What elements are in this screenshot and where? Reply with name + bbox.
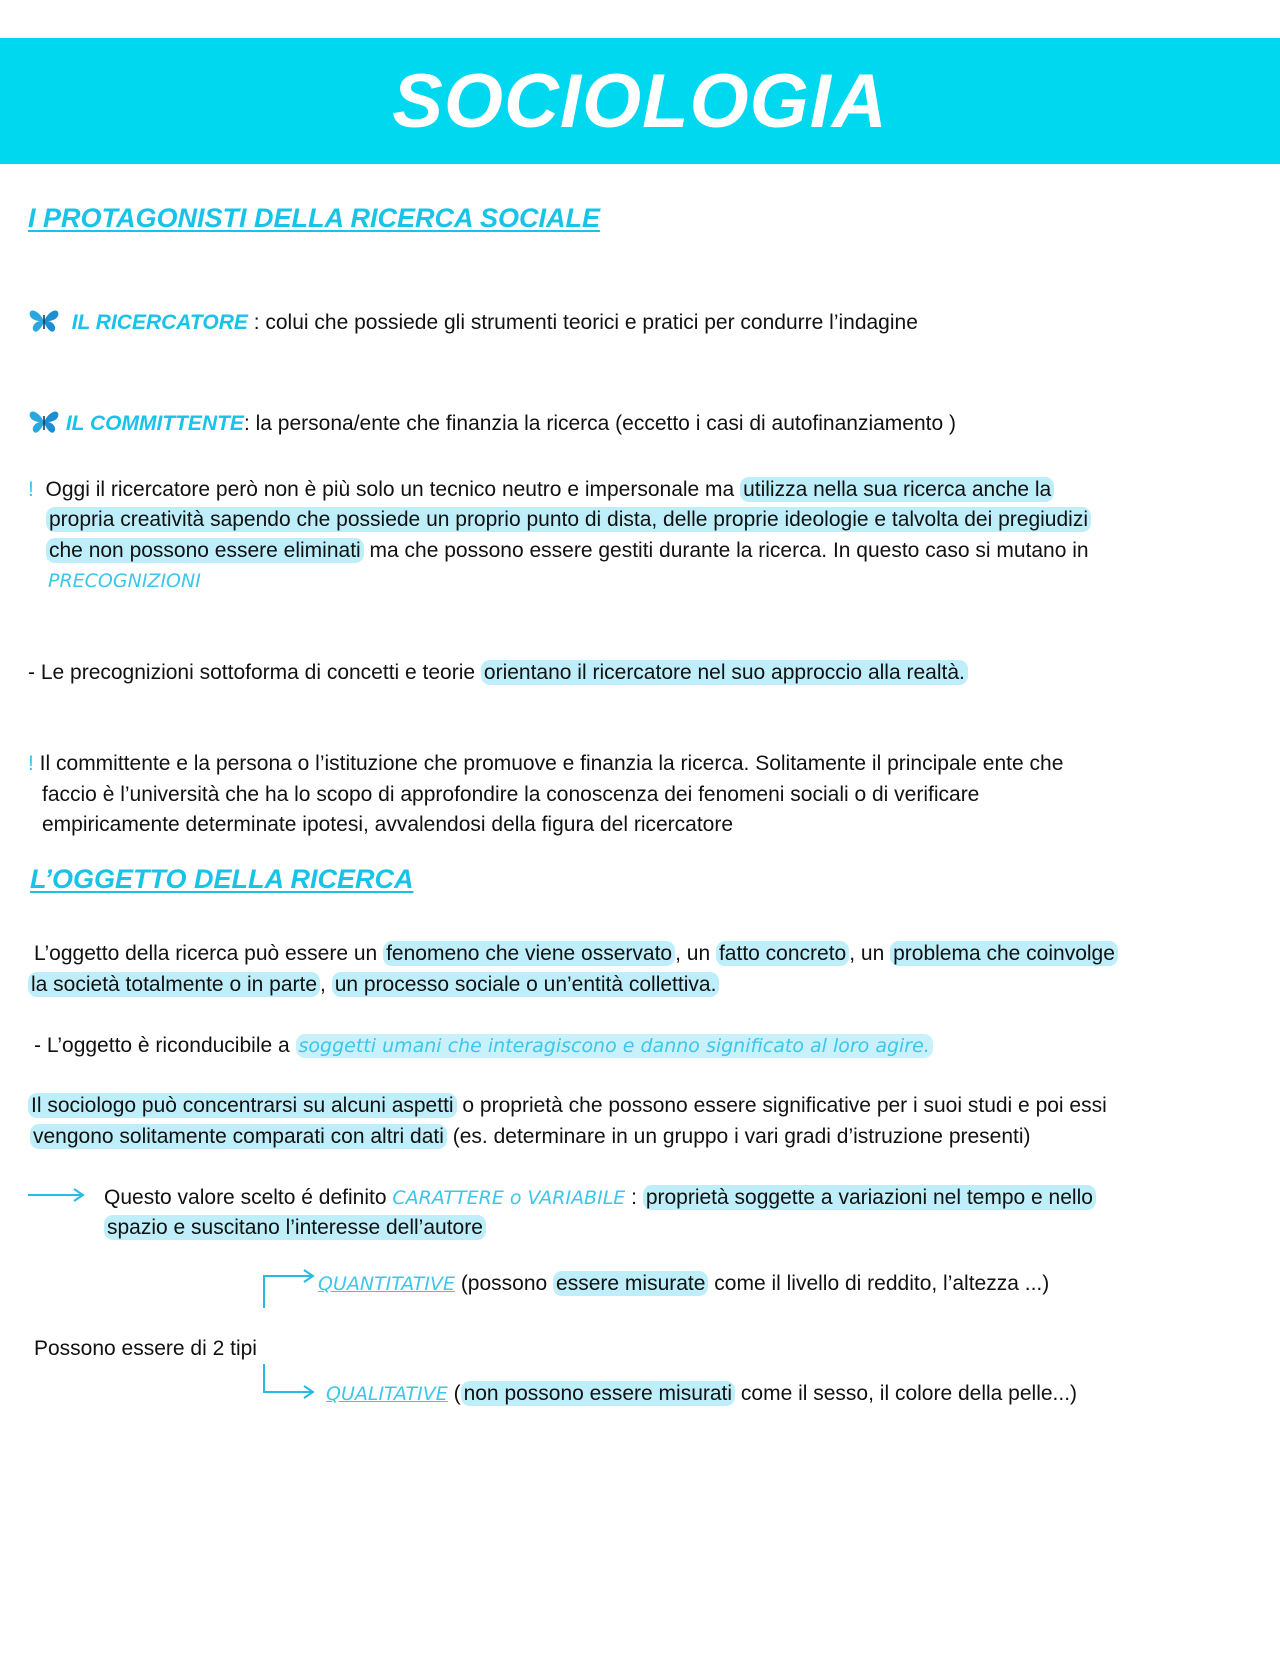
oggetto-p2	[34, 1030, 933, 1062]
oggetto-p4-line-1	[104, 1182, 1096, 1214]
types-text: (possono	[454, 1272, 554, 1295]
p1-text: , un	[849, 942, 891, 965]
types-text: come il livello di reddito, l’altezza ...)	[708, 1272, 1050, 1295]
precog-line	[28, 657, 968, 688]
ricercatore-term: IL RICERCATORE	[71, 311, 248, 334]
highlight: fatto concreto	[716, 941, 849, 966]
exclamation-icon: !	[28, 752, 34, 775]
p3-text: o proprietà che possono essere significative per i suoi studi e poi essi	[456, 1094, 1107, 1117]
oggetto-p3-line-2	[30, 1121, 1031, 1152]
ricercatore-line	[28, 307, 918, 338]
section-heading-oggetto: L’OGGETTO DELLA RICERCA	[30, 864, 414, 894]
ricercatore-text: : colui che possiede gli strumenti teorici e pratici per condurre l’indagine	[247, 311, 918, 334]
highlight: Il sociologo può concentrarsi su alcuni aspetti	[28, 1093, 457, 1118]
highlight: proprietà soggette a variazioni nel tempo e nello	[643, 1185, 1096, 1210]
right-arrow-icon	[26, 1185, 88, 1205]
note1-line-1	[28, 474, 1054, 505]
qualitative-line	[326, 1378, 1077, 1410]
committente-term: IL COMMITTENTE	[65, 412, 244, 435]
note2-line-2: faccio è l’università che ha lo scopo di approfondire la conoscenza dei fenomeni sociali o di verificare	[42, 783, 980, 806]
highlight: non possono essere misurati	[461, 1381, 735, 1406]
p3-text: (es. determinare in un gruppo i vari gradi d’istruzione presenti)	[446, 1125, 1031, 1148]
title-banner	[0, 38, 1280, 164]
highlight: propria creatività sapendo che possiede un proprio punto di dista, delle proprie ideologie e talvolta dei pregiudizi	[46, 507, 1091, 532]
butterfly-icon	[28, 308, 60, 334]
highlight: orientano il ricercatore nel suo approccio alla realtà.	[481, 660, 968, 685]
p1-text: L’oggetto della ricerca può essere un	[34, 942, 384, 965]
branch-up-arrow-icon	[258, 1266, 320, 1310]
butterfly-icon	[28, 409, 60, 435]
precognizioni-term: PRECOGNIZIONI	[48, 570, 201, 592]
oggetto-p1-line-2	[28, 969, 719, 1000]
page-title: SOCIOLOGIA	[392, 58, 888, 144]
types-text: come il sesso, il colore della pelle...)	[735, 1382, 1078, 1405]
note2-line-3: empiricamente determinate ipotesi, avvalendosi della figura del ricercatore	[42, 813, 734, 836]
qualitative-term: QUALITATIVE	[326, 1383, 448, 1405]
highlight: problema che coinvolge	[890, 941, 1118, 966]
committente-line	[28, 408, 956, 439]
highlight: essere misurate	[553, 1271, 708, 1296]
p4-text: :	[625, 1186, 643, 1209]
p4-text: Questo valore scelto é definito	[104, 1186, 393, 1209]
oggetto-p1-line-1	[34, 938, 1118, 969]
quantitative-line	[318, 1268, 1049, 1300]
highlight: spazio e suscitano l’interesse dell’autore	[104, 1215, 486, 1240]
types-text: (	[447, 1382, 461, 1405]
p1-text: , un	[675, 942, 716, 965]
p2-text: - L’oggetto è riconducibile a	[34, 1034, 296, 1057]
note1-line-2	[46, 504, 1091, 535]
note1-text: Oggi il ricercatore però non è più solo un tecnico neutro e impersonale ma	[45, 478, 741, 501]
highlight: soggetti umani che interagiscono e danno significato al loro agire.	[296, 1034, 933, 1058]
variabile-term: CARATTERE o VARIABILE	[392, 1187, 626, 1209]
quantitative-term: QUANTITATIVE	[318, 1273, 455, 1295]
exclamation-icon: !	[28, 478, 34, 501]
p1-text: ,	[320, 973, 332, 996]
precog-text: - Le precognizioni sottoforma di concetti e teorie	[28, 661, 481, 684]
section-heading-protagonisti: I PROTAGONISTI DELLA RICERCA SOCIALE	[28, 203, 601, 233]
highlight: fenomeno che viene osservato	[383, 941, 675, 966]
note1-line-3	[46, 535, 1089, 566]
note2-line-1	[28, 748, 1063, 779]
note1-text: ma che possono essere gestiti durante la ricerca. In questo caso si mutano in	[363, 539, 1089, 562]
note2-text: Il committente e la persona o l’istituzione che promuove e finanzia la ricerca. Solitamente il principale ente che	[33, 752, 1064, 775]
highlight: la società totalmente o in parte	[28, 972, 320, 997]
oggetto-p3-line-1	[28, 1090, 1107, 1121]
highlight: utilizza nella sua ricerca anche la	[740, 477, 1054, 502]
oggetto-p4-line-2	[104, 1212, 486, 1243]
note1-line-4	[48, 565, 201, 597]
highlight: che non possono essere eliminati	[46, 538, 364, 563]
highlight: un processo sociale o un’entità collettiva.	[332, 972, 720, 997]
types-intro: Possono essere di 2 tipi	[34, 1337, 257, 1360]
branch-down-arrow-icon	[258, 1362, 320, 1406]
highlight: vengono solitamente comparati con altri dati	[30, 1124, 447, 1149]
committente-text: : la persona/ente che finanzia la ricerca (eccetto i casi di autofinanziamento )	[243, 412, 957, 435]
